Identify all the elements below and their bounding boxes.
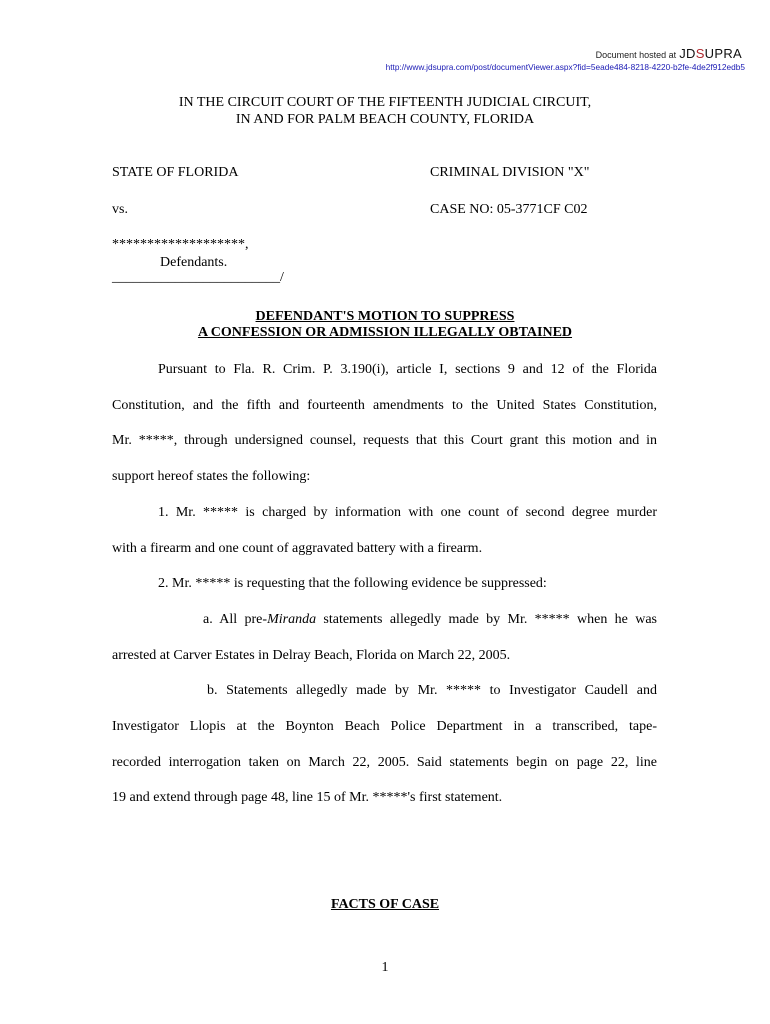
para1-line2: Constitution, and the fifth and fourteenth amendments to the United States Constitution, — [112, 398, 657, 413]
item1-line2: with a firearm and one count of aggravated battery with a firearm. — [112, 541, 483, 556]
item-b-line4: 19 and extend through page 48, line 15 of Mr. *****'s first statement. — [112, 790, 503, 805]
item-b-line3: recorded interrogation taken on March 22, 2005. Said statements begin on page 22, line — [112, 755, 657, 770]
defendant-label: Defendants. — [160, 255, 228, 270]
caption-rule: ________________________/ — [112, 270, 284, 285]
versus-label: vs. — [112, 202, 128, 217]
item-b-line2: Investigator Llopis at the Boynton Beach Police Department in a transcribed, tape- — [112, 719, 657, 734]
title-line-2: A CONFESSION OR ADMISSION ILLEGALLY OBTAINED — [197, 325, 573, 340]
para1-line1: Pursuant to Fla. R. Crim. P. 3.190(i), article I, sections 9 and 12 of the Florida — [158, 362, 657, 377]
item1-line1: 1. Mr. ***** is charged by information with one count of second degree murder — [158, 505, 657, 520]
defendant-name: *******************, — [112, 237, 249, 252]
motion-title — [0, 309, 770, 341]
miranda-italic: Miranda — [267, 612, 317, 627]
facts-heading: FACTS OF CASE — [330, 897, 440, 912]
plaintiff-name: STATE OF FLORIDA — [112, 165, 239, 180]
court-heading — [0, 94, 770, 128]
item-a-line1: a. All pre-Miranda statements allegedly made by Mr. ***** when he was — [203, 612, 658, 627]
item2-line: 2. Mr. ***** is requesting that the following evidence be suppressed: — [158, 576, 547, 591]
page-number: 1 — [381, 960, 389, 975]
case-number: CASE NO: 05-3771CF C02 — [430, 202, 588, 217]
jdsupra-logo[interactable]: JDSUPRA — [679, 46, 742, 61]
document-url-link[interactable]: http://www.jdsupra.com/post/documentViewer.aspx?fid=5eade484-8218-4220-b2fe-4de2f912edb5 — [385, 62, 745, 72]
division-label: CRIMINAL DIVISION "X" — [430, 165, 590, 180]
para1-line3: Mr. *****, through undersigned counsel, requests that this Court grant this motion and in — [112, 433, 657, 448]
item-b-line1: b. Statements allegedly made by Mr. ***** to Investigator Caudell and — [207, 683, 657, 698]
hosted-text: Document hosted at — [595, 50, 677, 60]
para1-line4: support hereof states the following: — [112, 469, 311, 484]
item-a-line2: arrested at Carver Estates in Delray Beach, Florida on March 22, 2005. — [112, 648, 511, 663]
court-line-2: IN AND FOR PALM BEACH COUNTY, FLORIDA — [235, 112, 535, 127]
title-line-1: DEFENDANT'S MOTION TO SUPPRESS — [255, 309, 515, 324]
court-line-1: IN THE CIRCUIT COURT OF THE FIFTEENTH JUDICIAL CIRCUIT, — [178, 95, 592, 110]
hosted-by-header — [596, 46, 742, 61]
